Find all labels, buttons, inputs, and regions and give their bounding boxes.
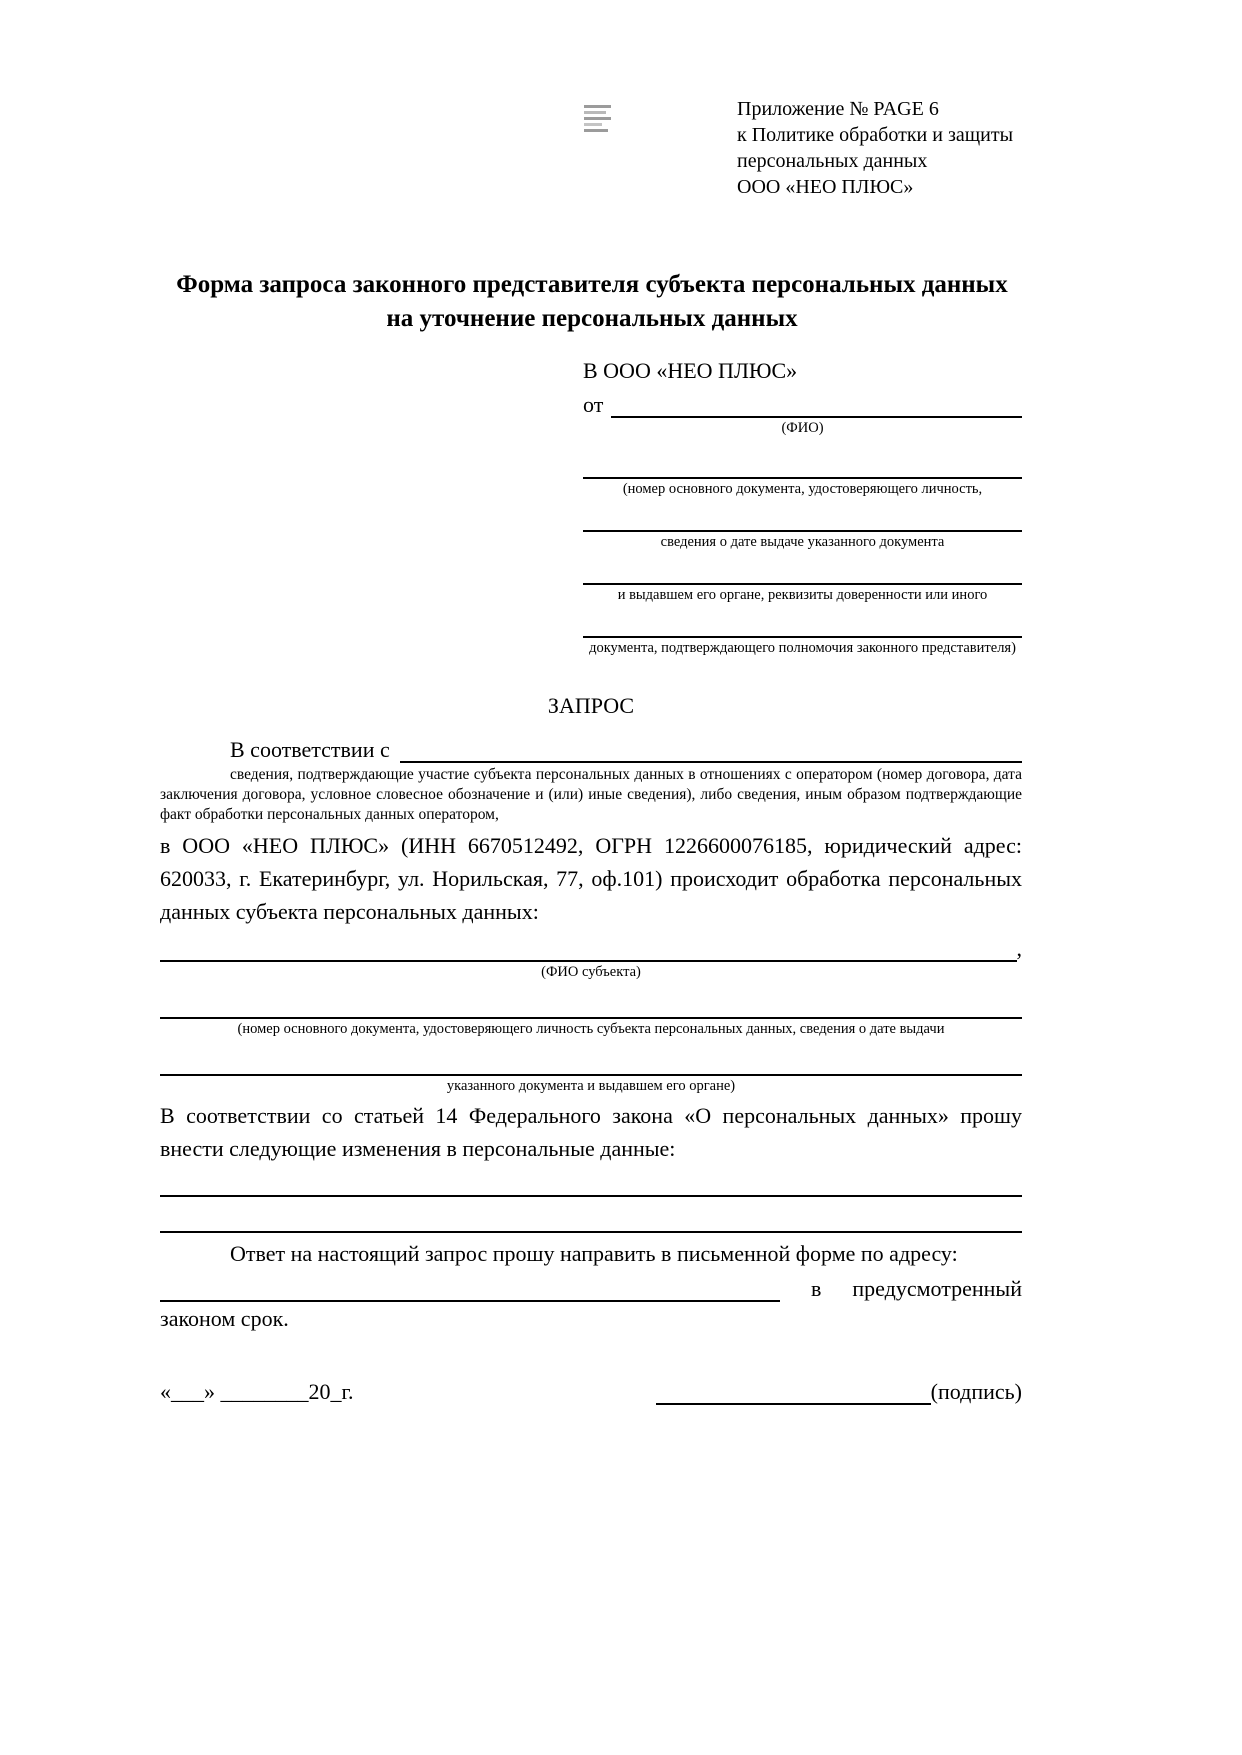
signature-blank-line [656,1403,931,1405]
caption-issuing-authority-wrap [583,585,1022,606]
basis-blank-line [400,761,1022,763]
request-heading: ЗАПРОС [547,693,635,718]
answer-paragraph-line1: Ответ на настоящий запрос прошу направить в письменной форме по адресу: [230,1241,958,1266]
operator-paragraph: в ООО «НЕО ПЛЮС» (ИНН 6670512492, ОГРН 1226600076185, юридический адрес: 620033, г. Екатеринбург, ул. Норильская, 77, оф.101) происходит обработка персональных данных субъекта персональных данных: [160,833,1022,924]
caption-issue-date-wrap [583,532,1022,553]
fine-print-note: сведения, подтверждающие участие субъекта персональных данных в отношениях с оператором (номер договора, дата заключения договора, условное словесное обозначение и (или) иные сведения), либо сведения, иным образом подтверждающие факт обработки персональных данных оператором, [160,766,1022,823]
signature-row [160,1379,1022,1405]
caption-authority-document-wrap [583,638,1022,659]
trailing-comma: , [1016,936,1022,961]
caption-fio-subject-wrap [160,962,1022,983]
basis-row [160,731,1022,763]
header-line-policy: к Политике обработки и защиты [737,124,1014,146]
changes-blank-line-2 [160,1197,1022,1233]
caption-subject-document-2-wrap [160,1076,1022,1097]
header-line-company: ООО «НЕО ПЛЮС» [737,176,914,198]
header-line-appendix: Приложение № PAGE 6 [737,98,939,120]
caption-fio: (ФИО) [781,420,824,436]
from-label: от [583,392,604,417]
document-title [158,268,1026,336]
basis-label: В соответствии с [230,737,390,762]
date-line: «___» ________20_г. [160,1379,354,1404]
changes-blank-line-1 [160,1165,1022,1197]
addressee-to: В ООО «НЕО ПЛЮС» [583,358,798,383]
caption-authority-document: документа, подтверждающего полномочия законного представителя) [589,640,1016,656]
addressee-from-row [583,386,1022,418]
subject-fio-row [160,928,1022,962]
caption-issuing-authority: и выдавшем его органе, реквизиты доверенности или иного [617,587,988,603]
document-number-blank-line [583,439,1022,479]
subject-document-blank-line-2 [160,1040,1022,1076]
caption-fio-subject: (ФИО субъекта) [541,964,641,980]
addressee-block [583,356,1022,659]
law-paragraph: В соответствии со статьей 14 Федерального закона «О персональных данных» прошу внести следующие изменения в персональные данные: [160,1103,1022,1161]
answer-word-predusmotrenny: предусмотренный [852,1276,1022,1301]
caption-doc-number-wrap [583,479,1022,500]
caption-subject-document: (номер основного документа, удостоверяющего личность субъекта персональных данных, сведения о дате выдачи [237,1021,945,1037]
header-block [737,96,1013,200]
title-line-2: на уточнение персональных данных [386,305,798,332]
answer-address-row [160,1270,1022,1302]
authority-document-blank-line [583,606,1022,638]
subject-document-blank-line [160,983,1022,1019]
caption-subject-document-2: указанного документа и выдавшем его органе) [446,1078,736,1094]
answer-word-v: в [811,1276,822,1301]
title-line-1: Форма запроса законного представителя субъекта персональных данных [176,271,1008,298]
issue-date-blank-line [583,500,1022,532]
answer-paragraph-line3: законом срок. [160,1306,289,1331]
signature-group [656,1379,1022,1405]
caption-subject-document-wrap [160,1019,1022,1040]
issuing-authority-blank-line [583,553,1022,585]
header-line-personal-data: персональных данных [737,150,928,172]
caption-issue-date: сведения о дате выдаче указанного документа [660,534,945,550]
signature-caption: (подпись) [930,1379,1022,1404]
caption-fio-wrap [583,418,1022,439]
caption-doc-number: (номер основного документа, удостоверяющего личность, [622,481,983,497]
gray-text-lines-mark-icon [584,105,614,135]
document-body [160,356,1022,1405]
